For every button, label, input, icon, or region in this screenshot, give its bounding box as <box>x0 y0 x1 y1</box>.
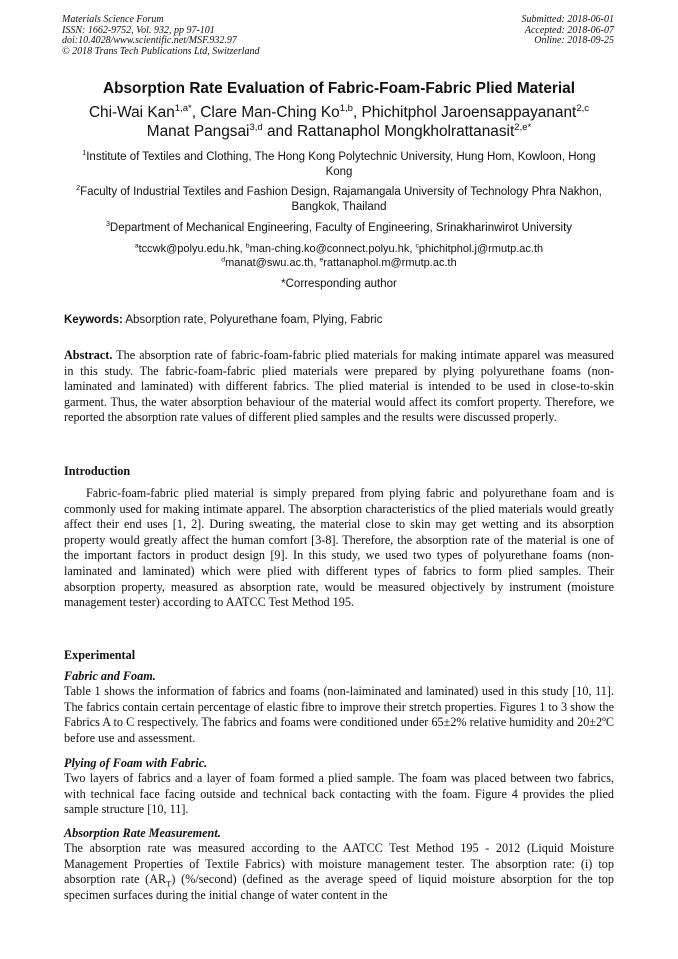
email-address: man-ching.ko@connect.polyu.hk <box>249 243 410 255</box>
absorption-text-end: ) (%/second) (defined as the average speed of liquid moisture absorption for the top specimen surfaces during the initial change of water content in the <box>64 872 614 902</box>
email-address: phichitphol.j@rmutp.ac.th <box>418 243 544 255</box>
affiliation-2 <box>70 185 608 215</box>
email-address: manat@swu.ac.th <box>225 257 314 269</box>
paper-title: Absorption Rate Evaluation of Fabric-Foam-Fabric Plied Material <box>102 80 576 97</box>
affiliation-text: Institute of Textiles and Clothing, The Hong Kong Polytechnic University, Hung Hom, Kowloon, Hong Kong <box>86 151 596 178</box>
author-affil-mark: 2,c <box>576 102 590 114</box>
email-mark: d <box>221 256 226 264</box>
email-mark: b <box>245 242 250 250</box>
email-mark: c <box>415 242 419 250</box>
submitted-date: Submitted: 2018-06-01 <box>521 14 614 25</box>
fabric-foam-paragraph: Table 1 shows the information of fabrics and foams (non-laiminated and laminated) used in this study [10, 11]. The fabrics contain certain percentage of elastic fibre to improve their stretch properties. Figures 1 to 3 show the Fabrics A to C respectively. The fabrics and foams were conditioned under 65±2% relative humidity and 20±2ºC before use and assessment. <box>64 684 614 745</box>
keywords-label: Keywords: <box>64 314 123 326</box>
abstract-text: The absorption rate of fabric-foam-fabric plied materials for making intimate apparel was measured in this study. The fabric-foam-fabric plied materials were prepared by plying polyurethane foams (non-laminated and laminated) with different fabrics. The plied material is intended to be used in close-to-skin garment. Thus, the water absorption behaviour of the material would affect its comfort property. Therefore, we reported the absorption rate values of different plied samples and the results were discussed properly. <box>64 348 614 425</box>
issn-line: ISSN: 1662-9752, Vol. 932, pp 97-101 <box>62 24 215 36</box>
absorption-subscript: T <box>166 878 172 889</box>
author-name: Chi-Wai Kan <box>88 104 175 121</box>
abstract-paragraph <box>64 348 614 426</box>
author-name: Phichitphol Jaroensappayanant <box>361 104 577 121</box>
author-list: Chi-Wai Kan$^{1,a*}$, Clare Man-Ching Ko$^{1,b}$, Phichitphol Jaroensappayanant$^{2,c}$ Manat Pangsai$^{3,d}$ and Rattanaphol Mongkholrattanasit$^{2,e*}$ <box>88 102 590 140</box>
corresponding-note: *Corresponding author <box>281 278 397 290</box>
absorption-heading: Absorption Rate Measurement. <box>64 826 221 840</box>
affiliation-text: Faculty of Industrial Textiles and Fashion Design, Rajamangala University of Technology Phra Nakhon, Bangkok, Thailand <box>80 186 602 213</box>
author-name: Clare Man-Ching Ko <box>200 104 340 121</box>
accepted-date: Accepted: 2018-06-07 <box>524 24 614 36</box>
author-affil-mark: 1,a* <box>174 102 192 114</box>
affiliation-number: 1 <box>82 149 87 158</box>
introduction-paragraph: Fabric-foam-fabric plied material is simply prepared from plying fabric and polyurethane foam and is commonly used for making intimate apparel. The absorption characteristics of the plied materials would greatly affect their end uses [1, 2]. During sweating, the material close to skin may get wetting and its absorption property would greatly affect the human comfort [3-8]. Therefore, the absorption rate of the material is one of the important factors in product design [9]. In this study, we used two types of polyurethane foams (non-laminated and laminated) which were plied with different types of fabrics to form plied samples. Their absorption property, measured as absorption rate, would be measured objectively by instrument (moisture management tester) according to AATCC Test Method 195. <box>64 486 614 610</box>
email-mark: a <box>134 242 139 250</box>
abstract-label: Abstract. <box>64 348 113 362</box>
keywords-line <box>64 314 382 326</box>
keywords-text: Absorption rate, Polyurethane foam, Plying, Fabric <box>125 314 383 326</box>
affiliation-1 <box>70 150 608 180</box>
email-mark: e <box>319 256 324 264</box>
affiliation-text: Department of Mechanical Engineering, Faculty of Engineering, Srinakharinwirot University <box>109 222 573 234</box>
author-conjunction: and <box>266 123 293 140</box>
author-affil-mark: 2,e* <box>514 121 532 133</box>
plying-paragraph: Two layers of fabrics and a layer of foam formed a plied sample. The foam was placed between two fabrics, with technical face facing outside and technical back contacting with the foam. Figure 4 provides the plied sample structure [10, 11]. <box>64 771 614 817</box>
affiliation-number: 2 <box>76 184 81 193</box>
author-name: Rattanaphol Mongkholrattanasit <box>296 123 515 140</box>
journal-header <box>62 15 260 57</box>
doi-line: doi:10.4028/www.scientific.net/MSF.932.97 <box>62 35 237 47</box>
journal-name: Materials Science Forum <box>62 14 164 25</box>
author-affil-mark: 3,d <box>249 121 263 133</box>
absorption-paragraph <box>64 841 614 903</box>
email-address: tccwk@polyu.edu.hk <box>138 243 240 255</box>
experimental-heading: Experimental <box>64 648 136 662</box>
plying-heading: Plying of Foam with Fabric. <box>64 756 208 770</box>
author-affil-mark: 1,b <box>339 102 353 114</box>
email-list: $^a$tccwk@polyu.edu.hk, $^b$man-ching.ko@connect.polyu.hk, $^c$phichitphol.j@rmutp.ac.th $^d$manat@swu.ac.th, $^e$rattanaphol.m@rmutp.ac.th <box>134 242 544 269</box>
dates-header <box>522 15 615 47</box>
online-date: Online: 2018-09-25 <box>534 35 614 47</box>
fabric-foam-heading: Fabric and Foam. <box>64 669 156 683</box>
copyright-line: © 2018 Trans Tech Publications Ltd, Switzerland <box>62 45 260 57</box>
email-address: rattanaphol.m@rmutp.ac.th <box>323 257 457 269</box>
affiliation-3 <box>70 221 608 236</box>
affiliation-number: 3 <box>105 220 110 229</box>
introduction-heading: Introduction <box>64 464 131 478</box>
absorption-text-start: The absorption rate was measured according to the AATCC Test Method 195 - 2012 (Liquid Moisture Management Properties of Textile Fabrics) with moisture management tester. The absorption rate: (i) top absorption rate (AR <box>64 841 614 887</box>
author-name: Manat Pangsai <box>146 123 250 140</box>
